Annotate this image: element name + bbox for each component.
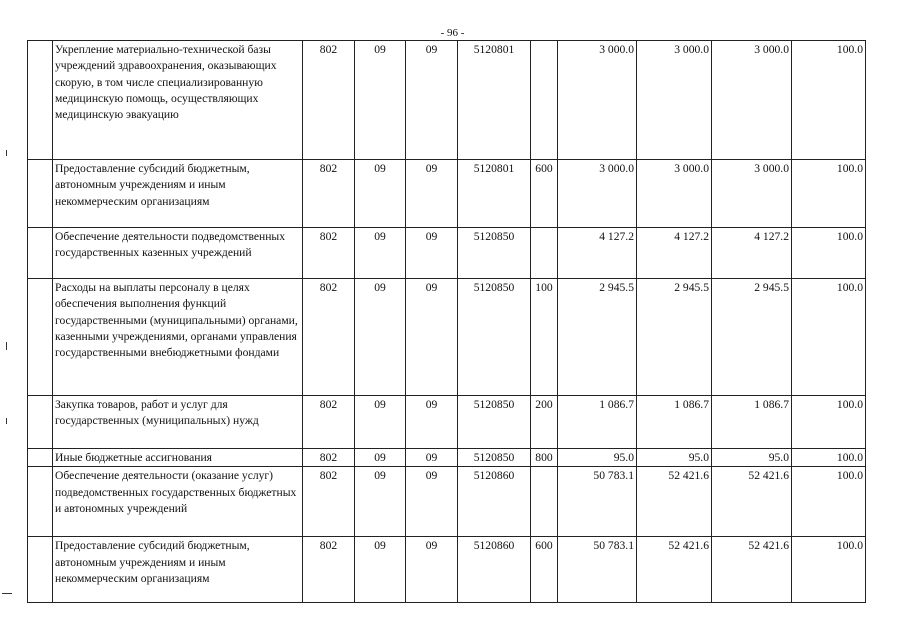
scan-mark (6, 150, 7, 156)
section-code: 09 (355, 160, 406, 228)
table-row (28, 449, 866, 467)
expense-type-code: 600 (531, 537, 558, 603)
ministry-code: 802 (303, 449, 355, 467)
amount-1: 3 000.0 (558, 160, 637, 228)
amount-2: 1 086.7 (637, 396, 712, 449)
item-name: Укрепление материально-технической базы учреждений здравоохранения, оказывающих скорую, в том числе специализированную медицинскую помощь, осуществляющих медицинскую эвакуацию (53, 41, 303, 160)
target-code: 5120850 (458, 396, 531, 449)
row-number-cell (28, 467, 53, 537)
row-number-cell (28, 537, 53, 603)
table-row (28, 41, 866, 160)
item-name: Предоставление субсидий бюджетным, автономным учреждениям и иным некоммерческим организациям (53, 537, 303, 603)
amount-1: 50 783.1 (558, 467, 637, 537)
expense-type-code: 100 (531, 279, 558, 396)
amount-3: 52 421.6 (712, 467, 792, 537)
amount-1: 1 086.7 (558, 396, 637, 449)
item-name: Закупка товаров, работ и услуг для государственных (муниципальных) нужд (53, 396, 303, 449)
section-code: 09 (355, 279, 406, 396)
amount-2: 3 000.0 (637, 160, 712, 228)
percent: 100.0 (792, 467, 866, 537)
amount-3: 2 945.5 (712, 279, 792, 396)
percent: 100.0 (792, 449, 866, 467)
subsection-code: 09 (406, 449, 458, 467)
row-number-cell (28, 449, 53, 467)
ministry-code: 802 (303, 160, 355, 228)
item-name: Обеспечение деятельности (оказание услуг) подведомственных государственных бюджетных и автономных учреждений (53, 467, 303, 537)
ministry-code: 802 (303, 467, 355, 537)
amount-3: 1 086.7 (712, 396, 792, 449)
subsection-code: 09 (406, 537, 458, 603)
row-number-cell (28, 279, 53, 396)
table-row (28, 537, 866, 603)
amount-3: 4 127.2 (712, 228, 792, 279)
amount-3: 52 421.6 (712, 537, 792, 603)
subsection-code: 09 (406, 467, 458, 537)
amount-2: 52 421.6 (637, 537, 712, 603)
amount-3: 95.0 (712, 449, 792, 467)
subsection-code: 09 (406, 160, 458, 228)
amount-1: 4 127.2 (558, 228, 637, 279)
percent: 100.0 (792, 279, 866, 396)
ministry-code: 802 (303, 279, 355, 396)
ministry-code: 802 (303, 228, 355, 279)
amount-2: 4 127.2 (637, 228, 712, 279)
section-code: 09 (355, 537, 406, 603)
row-number-cell (28, 396, 53, 449)
subsection-code: 09 (406, 41, 458, 160)
section-code: 09 (355, 467, 406, 537)
item-name: Обеспечение деятельности подведомственных государственных казенных учреждений (53, 228, 303, 279)
amount-3: 3 000.0 (712, 41, 792, 160)
target-code: 5120860 (458, 537, 531, 603)
table-row (28, 160, 866, 228)
subsection-code: 09 (406, 396, 458, 449)
page-number: - 96 - (440, 27, 465, 39)
target-code: 5120801 (458, 160, 531, 228)
target-code: 5120801 (458, 41, 531, 160)
table-row (28, 396, 866, 449)
percent: 100.0 (792, 228, 866, 279)
section-code: 09 (355, 41, 406, 160)
percent: 100.0 (792, 537, 866, 603)
target-code: 5120850 (458, 279, 531, 396)
amount-2: 52 421.6 (637, 467, 712, 537)
section-code: 09 (355, 396, 406, 449)
row-number-cell (28, 160, 53, 228)
expense-type-code (531, 228, 558, 279)
subsection-code: 09 (406, 279, 458, 396)
scan-mark (2, 593, 12, 594)
percent: 100.0 (792, 160, 866, 228)
amount-3: 3 000.0 (712, 160, 792, 228)
scan-mark (6, 342, 7, 350)
expense-type-code (531, 41, 558, 160)
item-name: Предоставление субсидий бюджетным, автономным учреждениям и иным некоммерческим организациям (53, 160, 303, 228)
table-row (28, 467, 866, 537)
row-number-cell (28, 228, 53, 279)
table-row (28, 228, 866, 279)
percent: 100.0 (792, 41, 866, 160)
expense-type-code: 600 (531, 160, 558, 228)
item-name: Расходы на выплаты персоналу в целях обеспечения выполнения функций государственными (муниципальными) органами, казенными учреждениями, органами управления государственными внебюджетными фондами (53, 279, 303, 396)
target-code: 5120850 (458, 449, 531, 467)
section-code: 09 (355, 449, 406, 467)
table-row (28, 279, 866, 396)
amount-2: 2 945.5 (637, 279, 712, 396)
target-code: 5120860 (458, 467, 531, 537)
target-code: 5120850 (458, 228, 531, 279)
item-name: Иные бюджетные ассигнования (53, 449, 303, 467)
percent: 100.0 (792, 396, 866, 449)
row-number-cell (28, 41, 53, 160)
budget-table (27, 40, 866, 603)
expense-type-code: 800 (531, 449, 558, 467)
amount-1: 3 000.0 (558, 41, 637, 160)
scan-mark (6, 418, 7, 424)
amount-1: 2 945.5 (558, 279, 637, 396)
expense-type-code: 200 (531, 396, 558, 449)
expense-type-code (531, 467, 558, 537)
ministry-code: 802 (303, 537, 355, 603)
amount-2: 3 000.0 (637, 41, 712, 160)
amount-1: 95.0 (558, 449, 637, 467)
ministry-code: 802 (303, 396, 355, 449)
amount-1: 50 783.1 (558, 537, 637, 603)
section-code: 09 (355, 228, 406, 279)
amount-2: 95.0 (637, 449, 712, 467)
ministry-code: 802 (303, 41, 355, 160)
subsection-code: 09 (406, 228, 458, 279)
